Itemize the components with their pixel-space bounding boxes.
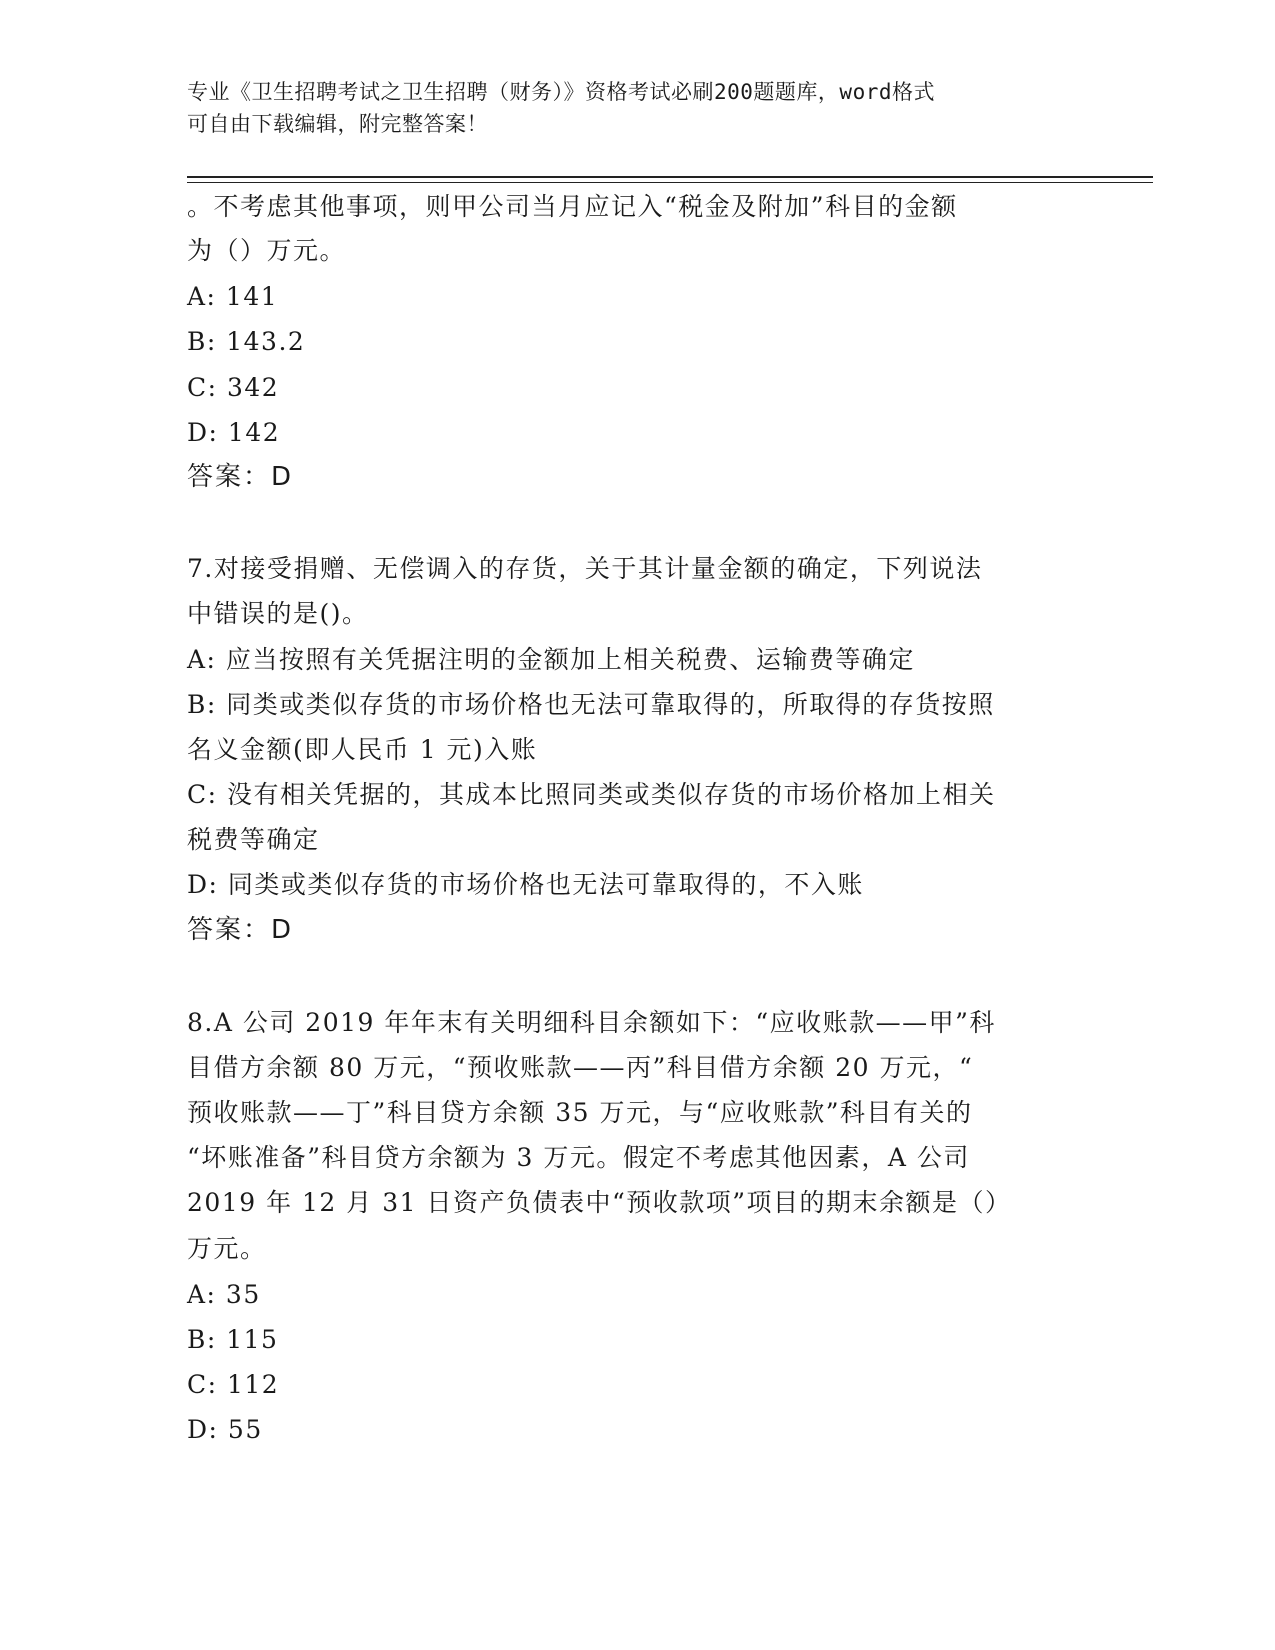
q7-answer: 答案：D xyxy=(187,915,294,945)
q8-stem-line-4: “坏账准备”科目贷方余额为 3 万元。假定不考虑其他因素，A 公司 xyxy=(187,1143,970,1172)
q8-stem-line-3: 预收账款——丁”科目贷方余额 35 万元，与“应收账款”科目有关的 xyxy=(187,1098,973,1127)
q6-stem-line-1: 。不考虑其他事项，则甲公司当月应记入“税金及附加”科目的金额 xyxy=(187,192,958,221)
q8-stem-line-2: 目借方余额 80 万元，“预收账款——丙”科目借方余额 20 万元，“ xyxy=(187,1053,974,1082)
q8-option-b: B: 115 xyxy=(187,1325,279,1354)
q7-stem-line-1: 7.对接受捐赠、无偿调入的存货，关于其计量金额的确定，下列说法 xyxy=(187,554,983,583)
q8-option-d: D: 55 xyxy=(187,1415,263,1444)
q8-stem-line-5: 2019 年 12 月 31 日资产负债表中“预收款项”项目的期末余额是（） xyxy=(187,1188,1012,1217)
q6-stem-line-2: 为（）万元。 xyxy=(187,236,347,265)
q7-option-c-line-1: C: 没有相关凭据的，其成本比照同类或类似存货的市场价格加上相关 xyxy=(187,780,996,809)
header-line-2: 可自由下载编辑，附完整答案！ xyxy=(187,112,488,136)
q7-option-b-line-2: 名义金额(即人民币 1 元)入账 xyxy=(187,735,538,764)
q6-option-b: B: 143.2 xyxy=(187,327,306,356)
header-divider-thick xyxy=(187,176,1153,178)
q6-option-d: D: 142 xyxy=(187,418,281,447)
q7-option-b-line-1: B: 同类或类似存货的市场价格也无法可靠取得的，所取得的存货按照 xyxy=(187,690,995,719)
q8-stem-line-1: 8.A 公司 2019 年年末有关明细科目余额如下：“应收账款——甲”科 xyxy=(187,1008,996,1037)
document-header xyxy=(187,76,1067,140)
q8-option-a: A: 35 xyxy=(187,1280,261,1309)
q6-answer: 答案：D xyxy=(187,462,294,492)
q7-option-c-line-2: 税费等确定 xyxy=(187,825,320,854)
q8-stem-line-6: 万元。 xyxy=(187,1234,267,1263)
q7-option-a: A: 应当按照有关凭据注明的金额加上相关税费、运输费等确定 xyxy=(187,645,915,674)
q6-option-a: A: 141 xyxy=(187,282,279,311)
q8-option-c: C: 112 xyxy=(187,1370,280,1399)
header-divider-thin xyxy=(187,182,1153,183)
q7-option-d: D: 同类或类似存货的市场价格也无法可靠取得的，不入账 xyxy=(187,870,864,899)
header-line-1: 专业《卫生招聘考试之卫生招聘（财务）》资格考试必刷200题题库，word格式 xyxy=(187,80,935,104)
q7-stem-line-2: 中错误的是()。 xyxy=(187,599,369,628)
q6-option-c: C: 342 xyxy=(187,373,280,402)
